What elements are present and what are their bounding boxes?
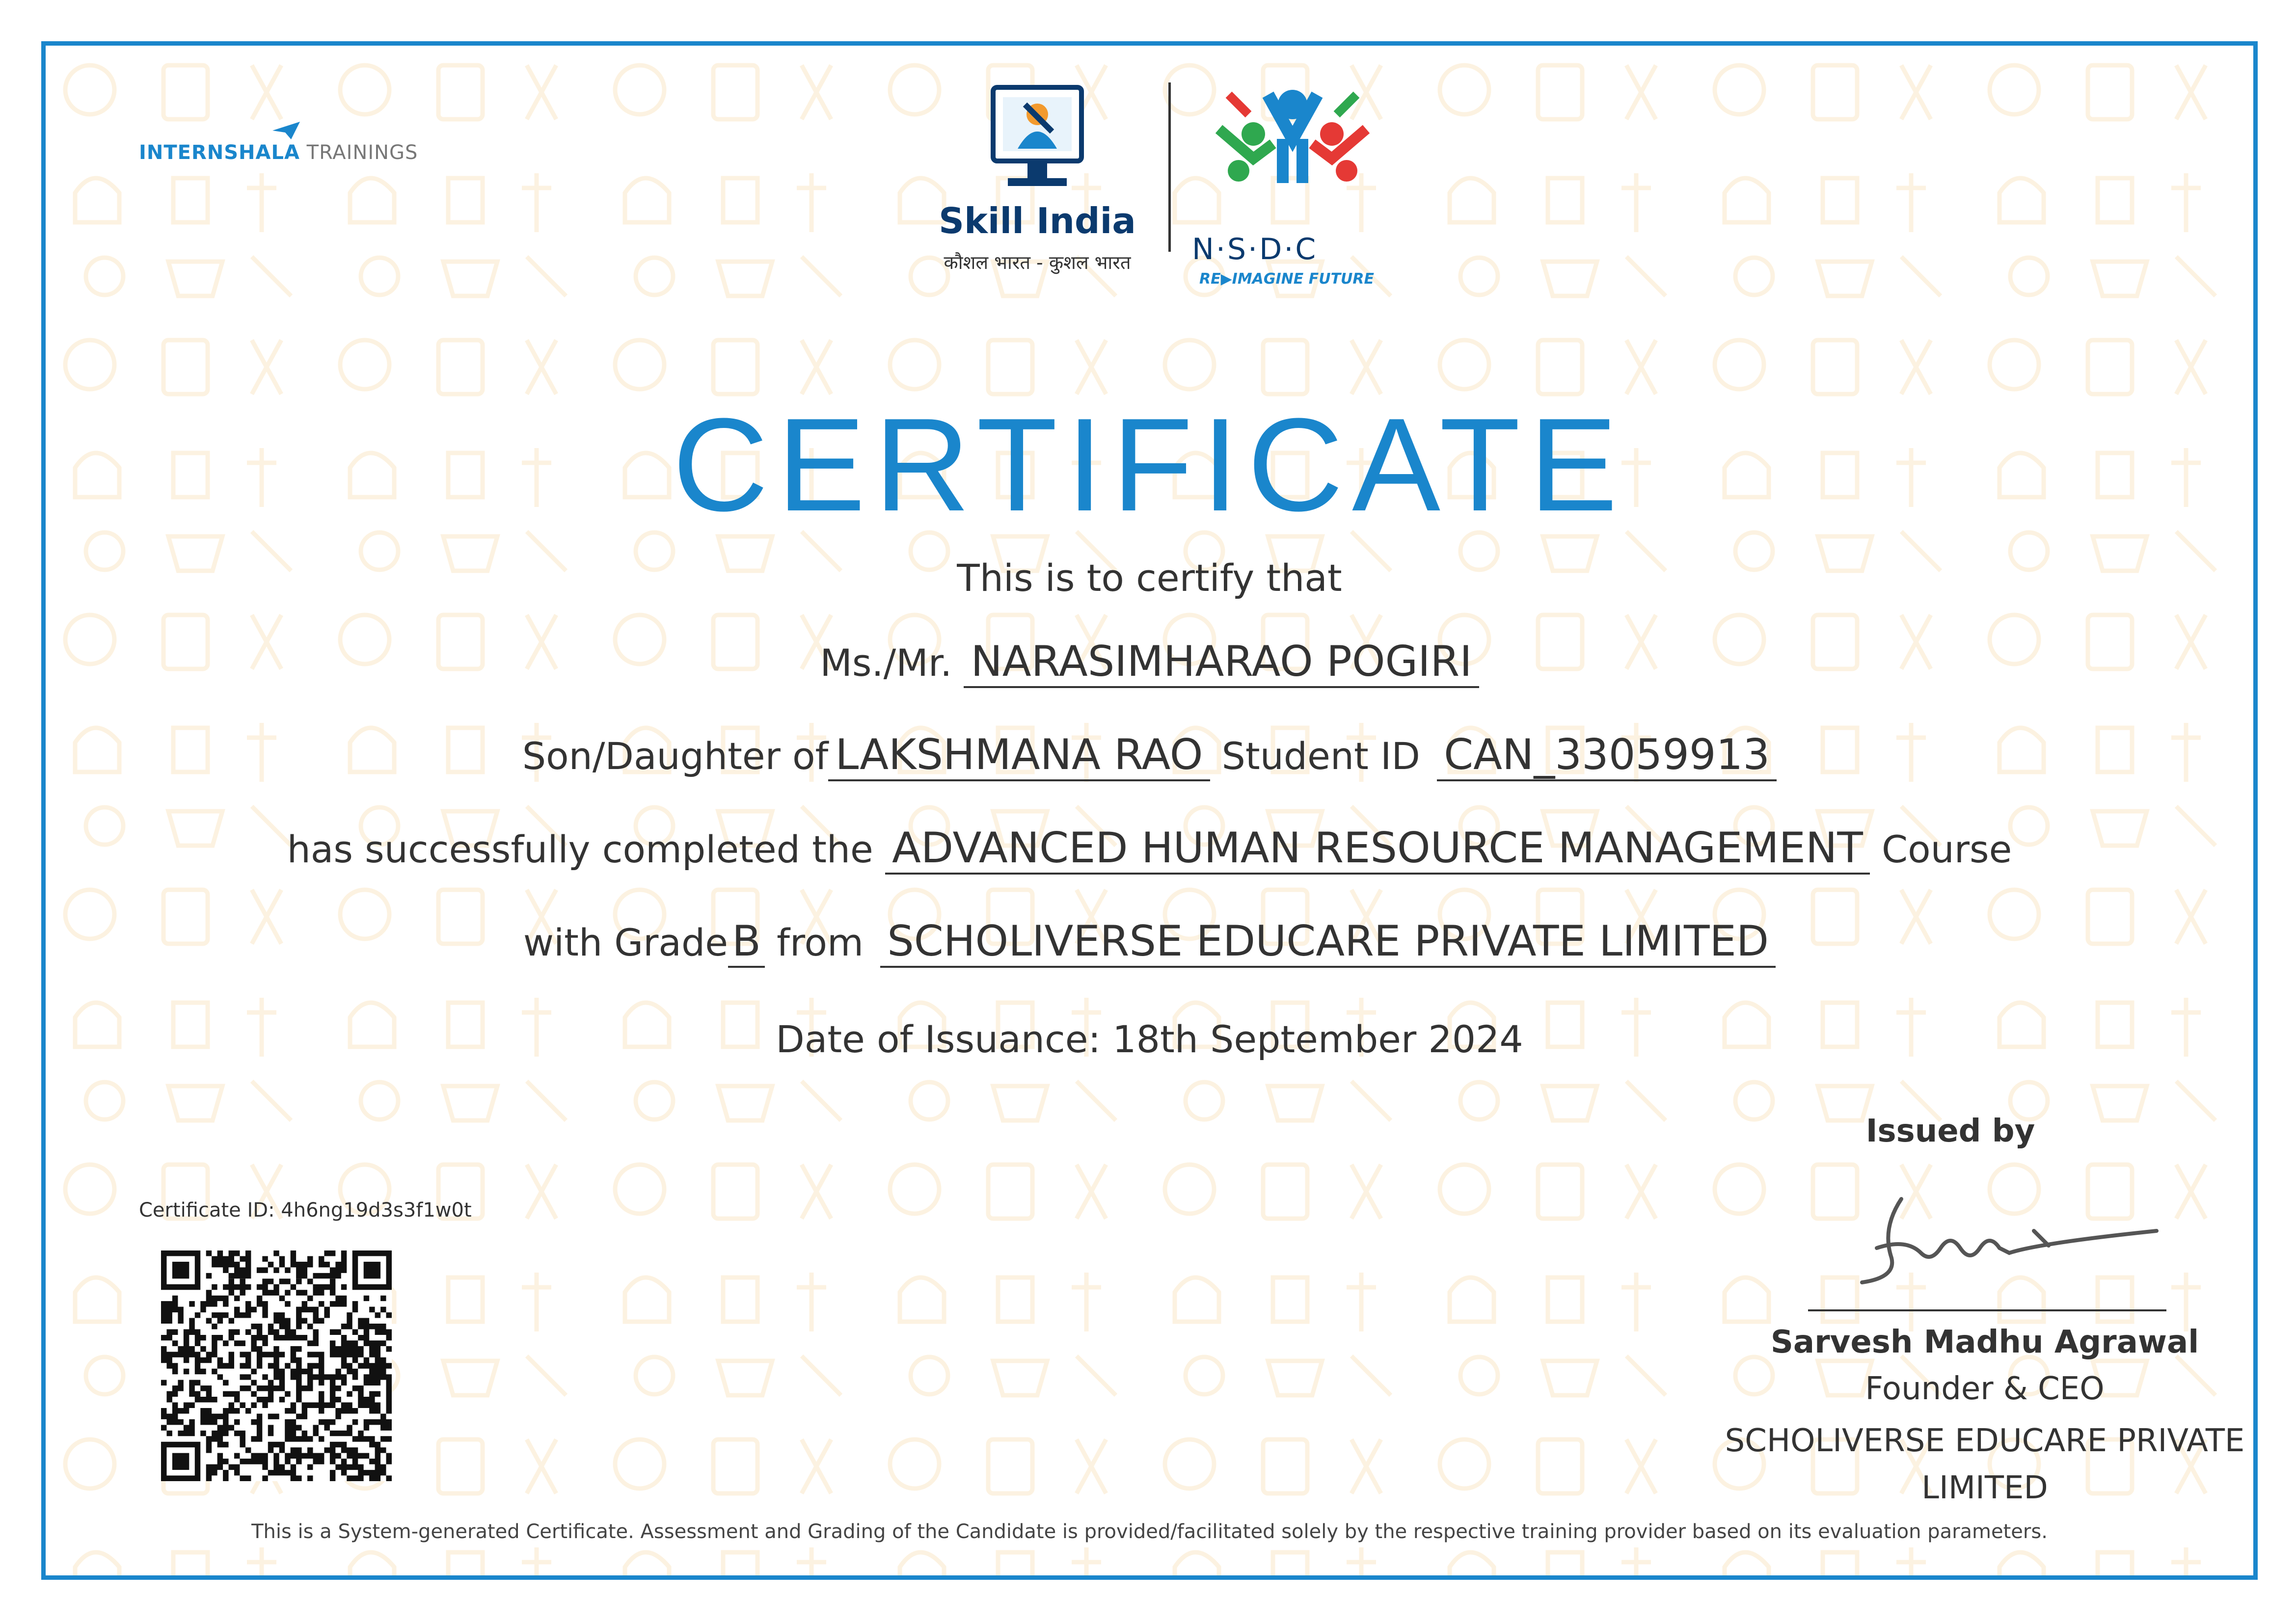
signatory-role: Founder & CEO [1865,1371,2105,1407]
signatory-name: Sarvesh Madhu Agrawal [1770,1324,2199,1360]
issuance-date: Date of Issuance: 18th September 2024 [776,1017,1523,1061]
people-icon [1209,85,1376,198]
qr-finder-pattern [164,1444,198,1478]
paper-plane-icon [271,121,301,140]
internshala-logo-text: INTERNSHALA [139,141,300,164]
internshala-logo [139,141,418,164]
parent-prefix: Son/Daughter of [522,734,829,778]
nsdc-tagline: RE▶IMAGINE FUTURE [1199,270,1375,288]
certificate-id: Certificate ID: 4h6ng19d3s3f1w0t [139,1199,472,1222]
grade-line [46,917,2253,968]
certificate-title: CERTIFICATE [672,391,1627,539]
name-prefix: Ms./Mr. [820,641,952,685]
trainings-logo-text: TRAININGS [299,141,418,164]
intro-line [46,556,2253,600]
issuance-line [46,1017,2253,1061]
intro-text: This is to certify that [957,556,1342,600]
from-label: from [777,921,864,964]
logo-divider [1168,82,1171,252]
nsdc-text: N·S·D·C [1192,232,1318,266]
issued-by-label: Issued by [1865,1113,2035,1149]
certificate-frame [41,41,2258,1580]
parent-line [46,730,2253,781]
recipient-name: NARASIMHARAO POGIRI [964,637,1479,688]
signatory-organization: SCHOLIVERSE EDUCARE PRIVATE LIMITED [1725,1423,2245,1506]
student-id: CAN_33059913 [1437,730,1777,781]
signature-line [1808,1309,2166,1311]
provider-name: SCHOLIVERSE EDUCARE PRIVATE LIMITED [880,917,1776,968]
name-line [46,637,2253,688]
skill-india-logo [919,85,1194,291]
qr-finder-pattern [164,1253,198,1287]
grade-value: B [728,917,765,968]
course-suffix: Course [1882,827,2012,871]
course-line [46,824,2253,875]
signature-image [1837,1184,2211,1297]
skill-india-tagline: कौशल भारत - कुशल भारत [944,252,1131,273]
footer-disclaimer: This is a System-generated Certificate. Assessment and Grading of the Candidate is provided/facilitated solely by the respective training provider based on its evaluation parameters. [251,1520,2048,1543]
qr-finder-pattern [355,1253,389,1287]
parent-name: LAKSHMANA RAO [828,730,1210,781]
qr-code[interactable] [161,1250,392,1481]
computer-worker-icon [988,85,1086,195]
grade-prefix: with Grade [523,921,728,964]
completed-prefix: has successfully completed the [287,827,873,871]
course-name: ADVANCED HUMAN RESOURCE MANAGEMENT [885,824,1870,875]
skill-india-text: Skill India [939,200,1136,241]
student-id-label: Student ID [1221,734,1420,778]
nsdc-logo [1189,85,1445,291]
